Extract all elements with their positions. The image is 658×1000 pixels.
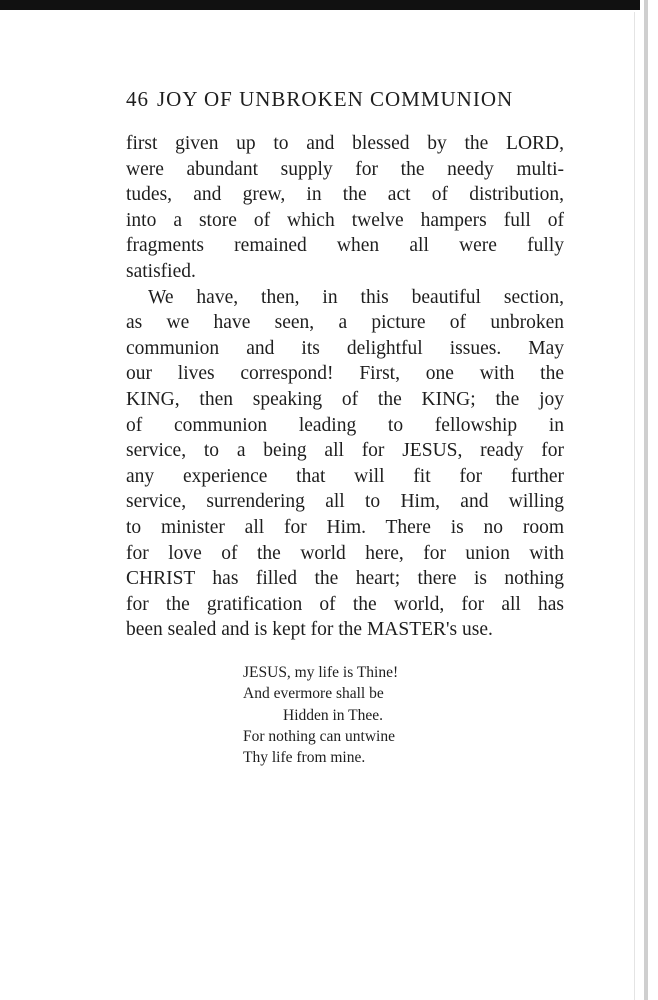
text-line: CHRIST has filled the heart; there is nothing — [126, 568, 564, 590]
text-line: for love of the world here, for union with — [126, 542, 564, 564]
text-line: were abundant supply for the needy multi- — [126, 158, 564, 180]
text-line: service, to a being all for JESUS, ready for — [126, 440, 564, 462]
text-line: tudes, and grew, in the act of distribution, — [126, 184, 564, 206]
poem-line: For nothing can untwine — [243, 727, 395, 745]
poem-line: Thy life from mine. — [243, 749, 366, 767]
page-number: 46 — [126, 87, 149, 111]
text-line: for the gratification of the world, for all has — [126, 593, 564, 615]
page-gutter-line — [634, 12, 635, 1000]
running-head-title: JOY OF UNBROKEN COMMUNION — [157, 87, 514, 111]
text-line: communion and its delightful issues. May — [126, 337, 564, 359]
text-line: our lives correspond! First, one with the — [126, 363, 564, 385]
poem-line: And evermore shall be — [243, 685, 384, 703]
page-right-edge — [644, 0, 648, 1000]
text-line: any experience that will fit for further — [126, 465, 564, 487]
text-line: of communion leading to fellowship in — [126, 414, 564, 436]
poem-line: Hidden in Thee. — [283, 706, 384, 724]
text-line: into a store of which twelve hampers full of — [126, 209, 564, 231]
text-line: KING, then speaking of the KING; the joy — [126, 388, 564, 410]
running-head — [126, 86, 566, 112]
text-line: as we have seen, a picture of unbroken — [126, 312, 564, 334]
body-paragraphs — [126, 131, 564, 643]
text-line: We have, then, in this beautiful section, — [148, 286, 564, 308]
text-line: to minister all for Him. There is no room — [126, 516, 564, 538]
top-edge-rule — [0, 0, 640, 10]
text-line: satisfied. — [126, 260, 196, 282]
poem-line: JESUS, my life is Thine! — [243, 664, 399, 681]
text-line: first given up to and blessed by the LORD, — [126, 133, 564, 154]
text-line: been sealed and is kept for the MASTER's use. — [126, 619, 493, 641]
text-line: fragments remained when all were fully — [126, 235, 564, 257]
text-line: service, surrendering all to Him, and willing — [126, 491, 564, 513]
poem-stanza — [243, 662, 483, 768]
